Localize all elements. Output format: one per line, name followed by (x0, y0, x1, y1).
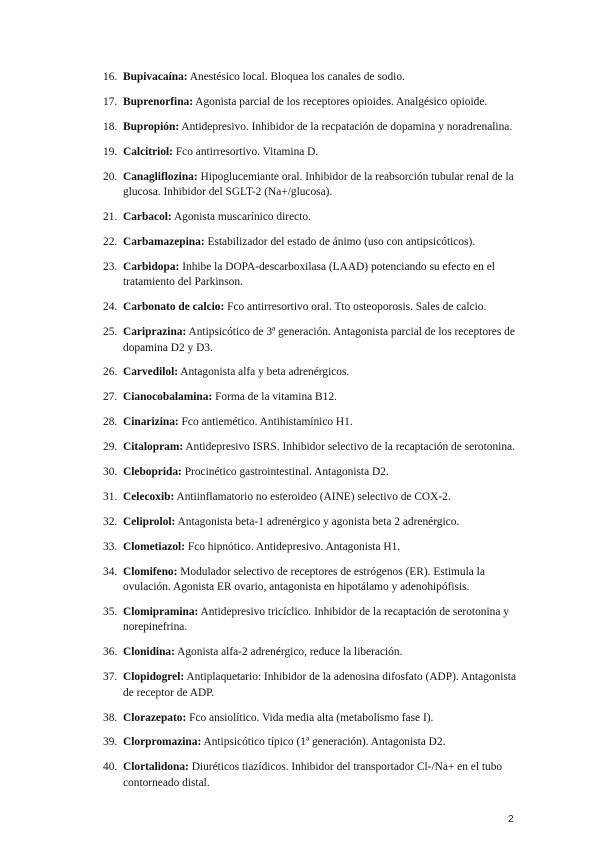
drug-name: Carbamazepina: (123, 235, 205, 248)
item-number: 32. (103, 515, 118, 528)
item-body (123, 565, 523, 596)
drug-description: Agonista alfa-2 adrenérgico, reduce la liberación. (177, 646, 403, 659)
item-number: 28. (103, 416, 118, 429)
drug-name: Celiprolol: (123, 515, 176, 528)
drug-name: Clometiazol: (123, 540, 185, 553)
drug-description: Hipoglucemiante oral. Inhibidor de la reabsorción tubular renal de la glucosa. Inhibidor del SGLT-2 (Na+/glucosa). (123, 170, 514, 199)
item-number: 22. (103, 235, 118, 248)
item-number: 17. (103, 95, 118, 108)
item-body (123, 145, 523, 161)
drug-name: Cleboprida: (123, 465, 182, 478)
drug-name: Carvedilol: (123, 366, 179, 379)
item-number: 18. (103, 120, 118, 133)
item-body (123, 300, 523, 316)
drug-description: Inhibe la DOPA-descarboxilasa (LAAD) potenciando su efecto en el tratamiento del Parkinson. (123, 260, 495, 289)
item-body (123, 120, 523, 136)
page-number: 2 (508, 814, 514, 825)
drug-name: Bupropión: (123, 120, 180, 133)
list-item (103, 670, 523, 701)
drug-list (103, 70, 523, 801)
item-number: 31. (103, 490, 118, 503)
drug-name: Cinarizina: (123, 416, 179, 429)
item-number: 26. (103, 366, 118, 379)
item-number: 39. (103, 736, 118, 749)
item-number: 38. (103, 711, 118, 724)
list-item (103, 490, 523, 506)
item-number: 29. (103, 441, 118, 454)
drug-description: Antidepresivo. Inhibidor de la recpatación de dopamina y noradrenalina. (181, 120, 513, 133)
drug-name: Carbacol: (123, 210, 172, 223)
drug-name: Clomipramina: (123, 605, 199, 618)
list-item (103, 711, 523, 727)
drug-description: Fco antiemético. Antihistamínico H1. (181, 416, 353, 429)
list-item (103, 210, 523, 226)
list-item (103, 300, 523, 316)
item-number: 24. (103, 301, 118, 314)
drug-name: Cariprazina: (123, 326, 187, 339)
item-body (123, 440, 523, 456)
item-body (123, 490, 523, 506)
item-body (123, 645, 523, 661)
item-number: 33. (103, 540, 118, 553)
drug-description: Forma de la vitamina B12. (215, 391, 337, 404)
item-body (123, 170, 523, 201)
list-item (103, 365, 523, 381)
drug-description: Antiplaquetario: Inhibidor de la adenosina difosfato (ADP). Antagonista de receptor de ADP. (123, 671, 517, 699)
drug-description: Agonista parcial de los receptores opioides. Analgésico opioide. (195, 95, 488, 108)
drug-name: Carbonato de calcio: (123, 301, 225, 314)
list-item (103, 515, 523, 531)
drug-name: Calcitriol: (123, 145, 173, 158)
list-item (103, 120, 523, 136)
item-body (123, 415, 523, 431)
item-number: 40. (103, 761, 118, 774)
item-body (123, 325, 523, 356)
item-number: 36. (103, 646, 118, 659)
drug-description: Modulador selectivo de receptores de estrógenos (ER). Estimula la ovulación. Agonista ER ovario, antagonista en hipotálamo y adenohipófisis. (123, 565, 485, 594)
drug-description: Antagonista beta-1 adrenérgico y agonista beta 2 adrenérgico. (177, 515, 460, 528)
list-item (103, 325, 523, 356)
item-number: 25. (103, 326, 118, 339)
drug-description: Antidepresivo ISRS. Inhibidor selectivo de la recaptación de serotonina. (185, 441, 515, 454)
item-number: 21. (103, 210, 118, 223)
drug-description: Fco antirresortivo oral. Tto osteoporosis. Sales de calcio. (227, 301, 487, 314)
drug-description: Antidepresivo tricíclico. Inhibidor de la recaptación de serotonina y norepinefrina. (123, 605, 509, 634)
drug-description: Fco ansiolítico. Vida media alta (metabolismo fase I). (189, 711, 434, 724)
drug-description: Anestésico local. Bloquea los canales de sodio. (189, 71, 405, 83)
list-item (103, 95, 523, 111)
item-body (123, 605, 523, 636)
item-number: 16. (103, 71, 118, 83)
list-item (103, 440, 523, 456)
list-item (103, 260, 523, 291)
drug-description: Agonista muscarínico directo. (173, 210, 311, 223)
list-item (103, 760, 523, 791)
item-body (123, 540, 523, 556)
drug-name: Carbidopa: (123, 260, 180, 273)
drug-name: Bupivacaína: (123, 71, 188, 83)
drug-name: Clorpromazina: (123, 736, 202, 749)
item-number: 20. (103, 170, 118, 183)
drug-description: Estabilizador del estado de ánimo (uso con antipsicóticos). (207, 235, 476, 248)
drug-description: Diuréticos tiazídicos. Inhibidor del transportador Cl-/Na+ en el tubo contorneado distal. (123, 761, 503, 789)
drug-description: Procinético gastrointestinal. Antagonista D2. (184, 465, 389, 478)
drug-name: Clorazepato: (123, 711, 187, 724)
item-number: 19. (103, 145, 118, 158)
item-body (123, 95, 523, 111)
drug-name: Buprenorfina: (123, 95, 194, 108)
item-body (123, 711, 523, 727)
list-item (103, 170, 523, 201)
item-body (123, 260, 523, 291)
list-item (103, 390, 523, 406)
drug-description: Antipsicótico de 3ª generación. Antagonista parcial de los receptores de dopamina D2 y D3. (123, 326, 515, 354)
list-item (103, 235, 523, 251)
list-item (103, 645, 523, 661)
item-body (123, 735, 523, 751)
item-body (123, 70, 523, 86)
drug-description: Antipsicótico típico (1ª generación). Antagonista D2. (203, 736, 446, 749)
item-body (123, 210, 523, 226)
list-item (103, 540, 523, 556)
item-body (123, 390, 523, 406)
item-body (123, 365, 523, 381)
item-body (123, 465, 523, 481)
list-item (103, 605, 523, 636)
drug-name: Clomifeno: (123, 565, 178, 578)
drug-description: Fco antirresortivo. Vitamina D. (175, 145, 319, 158)
item-body (123, 670, 523, 701)
drug-description: Fco hipnótico. Antidepresivo. Antagonista H1. (187, 540, 401, 553)
drug-name: Cianocobalamina: (123, 391, 213, 404)
item-number: 35. (103, 605, 118, 618)
list-item (103, 465, 523, 481)
list-item (103, 415, 523, 431)
list-item (103, 565, 523, 596)
item-body (123, 515, 523, 531)
item-number: 27. (103, 391, 118, 404)
list-item (103, 145, 523, 161)
list-item (103, 735, 523, 751)
drug-description: Antagonista alfa y beta adrenérgicos. (180, 366, 350, 379)
list-item (103, 70, 523, 86)
drug-description: Antiinflamatorio no esteroideo (AINE) selectivo de COX-2. (176, 490, 451, 503)
item-number: 34. (103, 565, 118, 578)
drug-name: Clonidina: (123, 646, 175, 659)
item-body (123, 760, 523, 791)
drug-name: Citalopram: (123, 441, 184, 454)
drug-name: Celecoxib: (123, 490, 175, 503)
item-number: 23. (103, 260, 118, 273)
item-body (123, 235, 523, 251)
drug-name: Clortalidona: (123, 761, 189, 774)
item-number: 37. (103, 671, 118, 684)
item-number: 30. (103, 465, 118, 478)
drug-name: Canagliflozina: (123, 170, 198, 183)
drug-name: Clopidogrel: (123, 671, 185, 684)
